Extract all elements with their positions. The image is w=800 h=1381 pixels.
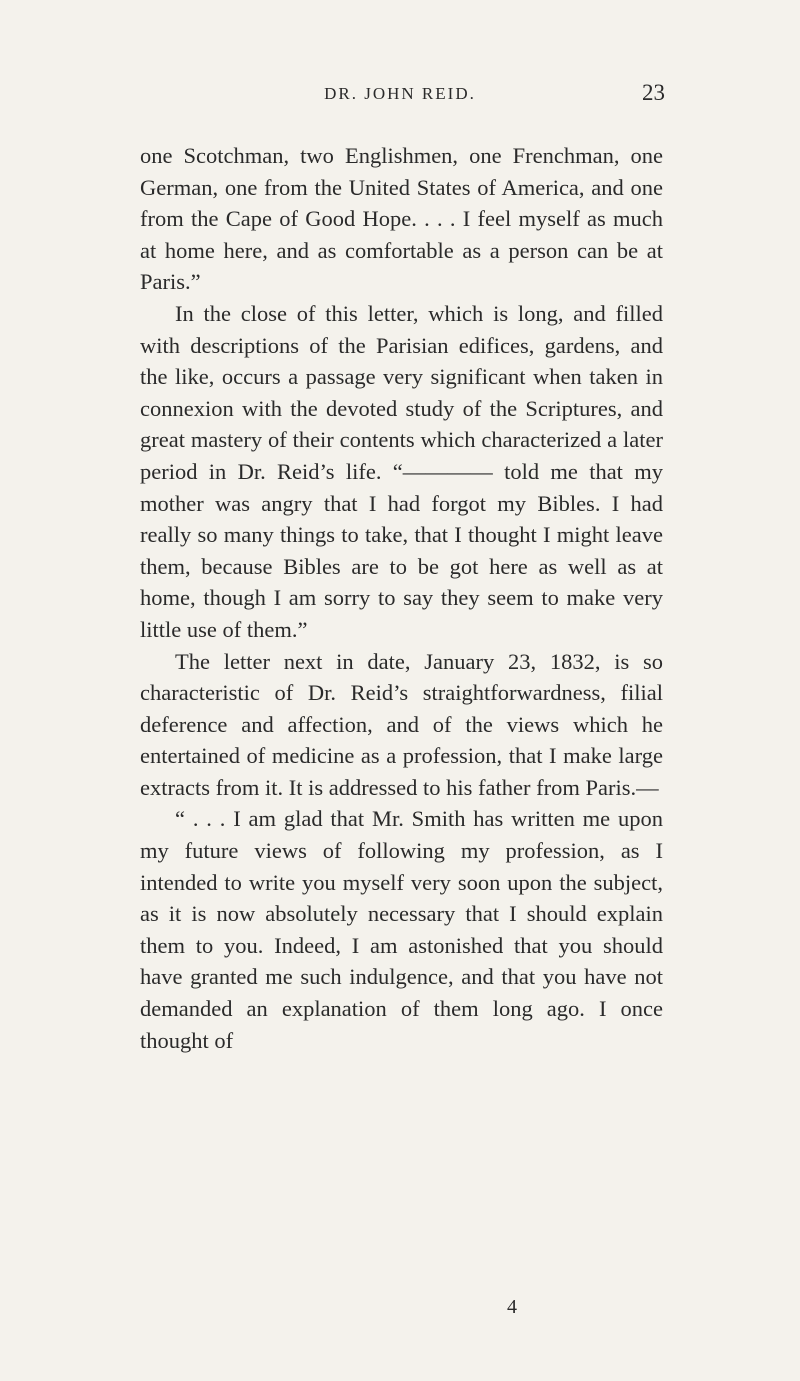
paragraph-next-letter: The letter next in date, January 23, 1832, is so characteristic of Dr. Reid’s straightforwardness, filial deference and affection, and of the views which he entertained of medicine as a profession, that I make large extracts from it. It is addressed to his father from Paris.— [140,648,663,800]
signature-mark: 4 [507,1296,517,1318]
paragraph-letter-close: In the close of this letter, which is long, and filled with descriptions of the Parisian edifices, gardens, and the like, occurs a passage very significant when taken in connexion with the devoted study of the Scriptures, and great mastery of their contents which characterized a later period in Dr. Reid’s life. “———— told me that my mother was angry that I had forgot my Bibles. I had really so many things to take, that I thought I might leave them, because Bibles are to be got here as well as at home, though I am sorry to say they seem to make very little use of them.” [140,300,663,642]
paragraph-continuation: one Scotchman, two Englishmen, one Frenchman, one German, one from the United States of America, and one from the Cape of Good Hope. . . . I feel myself as much at home here, and as comfortable as a person can be at Paris.” [140,143,663,295]
page-number: 23 [642,80,665,105]
page-header [0,80,800,114]
running-head: DR. JOHN REID. [324,84,476,103]
paragraph-quotation: “ . . . I am glad that Mr. Smith has written me upon my future views of following my profession, as I intended to write you myself very soon upon the subject, as it is now absolutely necessary that I should explain them to you. Indeed, I am astonished that you should have granted me such indulgence, and that you have not demanded an explanation of them long ago. I once thought of [140,806,663,1053]
body-text [140,140,663,1056]
